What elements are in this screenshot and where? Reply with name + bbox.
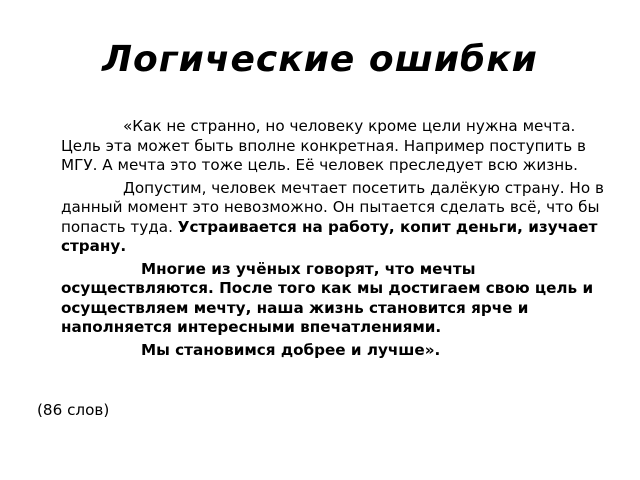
paragraph-2-bold-text: Устраивается на работу, копит деньги, изучает страну.	[61, 217, 598, 255]
paragraph-3	[61, 260, 607, 338]
paragraph-3-bold-text: Многие из учёных говорят, что мечты осуществляются. После того как мы достигаем свою цель и осуществляем мечту, наша жизнь становится ярче и наполняется интересными впечатлениями.	[61, 259, 594, 336]
page-title: Логические ошибки	[102, 39, 538, 80]
paragraph-1-text: «Как не странно, но человеку кроме цели нужна мечта. Цель эта может быть вполне конкретная. Например поступить в МГУ. А мечта это тоже цель. Её человек преследует всю жизнь.	[61, 117, 586, 174]
word-count: (86 слов)	[37, 401, 110, 419]
paragraph-4	[61, 341, 607, 361]
essay-text	[61, 117, 607, 363]
paragraph-2-text: Допустим, человек мечтает посетить далёкую страну. Но в данный момент это невозможно. Он пытается сделать всё, что бы попасть туда.	[61, 178, 604, 236]
paragraph-4-bold-text: Мы становимся добрее и лучше».	[141, 340, 441, 359]
paragraph-1	[61, 117, 607, 176]
paragraph-2	[61, 179, 607, 257]
